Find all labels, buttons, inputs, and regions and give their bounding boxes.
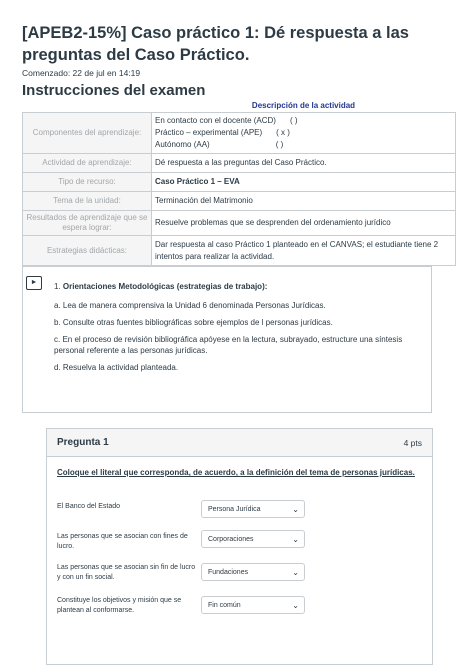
unit-topic-value: Terminación del Matrimonio: [152, 192, 456, 211]
results-value: Resuelve problemas que se desprenden del ordenamiento jurídico: [152, 211, 456, 236]
instruction-item: c. En el proceso de revisión bibliográfica apóyese en la lectura, subrayado, estructure una síntesis personal referente a las personas jurídicas.: [54, 335, 403, 355]
answer-select[interactable]: Fundaciones ⌄: [201, 563, 305, 581]
match-row: [57, 500, 427, 522]
component-line: En contacto con el docente (ACD) ( ): [155, 116, 298, 125]
match-prompt: Constituye los objetivos y misión que se plantean al conformarse.: [57, 597, 182, 614]
activity-info-table: [22, 112, 456, 266]
question-instruction: Coloque el literal que corresponda, de acuerdo, a la definición del tema de personas jurídicas.: [57, 468, 415, 477]
instruction-item: d. Resuelva la actividad planteada.: [54, 363, 179, 372]
chevron-down-icon: ⌄: [292, 535, 299, 544]
activity-label: Actividad de aprendizaje:: [23, 154, 152, 173]
table-row: [23, 113, 456, 154]
answer-select[interactable]: Corporaciones ⌄: [201, 530, 305, 548]
question-title: Pregunta 1: [57, 437, 109, 448]
table-row: [23, 173, 456, 192]
table-row: [23, 154, 456, 173]
question-card: [46, 428, 433, 665]
resource-label: Tipo de recurso:: [23, 173, 152, 192]
page-title: [APEB2-15%] Caso práctico 1: Dé respuesta a las preguntas del Caso Práctico.: [22, 24, 409, 64]
match-row: [57, 596, 427, 618]
resource-value: Caso Práctico 1 – EVA: [152, 173, 456, 192]
instructions-panel: [22, 266, 432, 413]
match-prompt: Las personas que se asocian con fines de lucro.: [57, 533, 188, 550]
activity-value: Dé respuesta a las preguntas del Caso Práctico.: [152, 154, 456, 173]
unit-topic-label: Tema de la unidad:: [23, 192, 152, 211]
instructions-heading: Orientaciones Metodológicas (estrategias de trabajo):: [62, 282, 268, 291]
match-row: [57, 563, 427, 585]
component-line: Práctico – experimental (APE) ( x ): [155, 128, 290, 137]
instructions-body: [54, 281, 414, 379]
strategies-label: Estrategias didácticas:: [23, 236, 152, 266]
question-header: [47, 429, 432, 457]
instruction-item: b. Consulte otras fuentes bibliográficas sobre ejemplos de l personas jurídicas.: [54, 318, 333, 327]
match-prompt: El Banco del Estado: [57, 503, 121, 510]
match-row: [57, 530, 427, 552]
components-label: Componentes del aprendizaje:: [23, 113, 152, 154]
results-label: Resultados de aprendizaje que se espera lograr:: [23, 211, 152, 236]
components-value: [152, 113, 456, 154]
table-row: [23, 192, 456, 211]
answer-select[interactable]: Persona Jurídica ⌄: [201, 500, 305, 518]
table-row: [23, 211, 456, 236]
chevron-down-icon: ⌄: [292, 568, 299, 577]
activity-description-header: Descripción de la actividad: [251, 101, 356, 110]
answer-select[interactable]: Fin común ⌄: [201, 596, 305, 614]
chevron-down-icon: ⌄: [292, 505, 299, 514]
instructions-title: Instrucciones del examen: [22, 82, 206, 99]
started-timestamp: Comenzado: 22 de jul en 14:19: [22, 68, 141, 78]
strategies-value: Dar respuesta al caso Práctico 1 planteado en el CANVAS; el estudiante tiene 2 intentos para realizar la actividad.: [152, 236, 456, 266]
table-row: [23, 236, 456, 266]
component-line: Autónomo (AA) ( ): [155, 140, 284, 149]
question-points: 4 pts: [403, 438, 422, 448]
chevron-down-icon: ⌄: [292, 601, 299, 610]
instruction-item: a. Lea de manera comprensiva la Unidad 6 denominada Personas Jurídicas.: [54, 301, 326, 310]
heading-number: 1.: [54, 282, 61, 291]
match-prompt: Las personas que se asocian sin fin de lucro y con un fin social.: [57, 564, 196, 581]
play-icon[interactable]: ►: [26, 276, 42, 290]
